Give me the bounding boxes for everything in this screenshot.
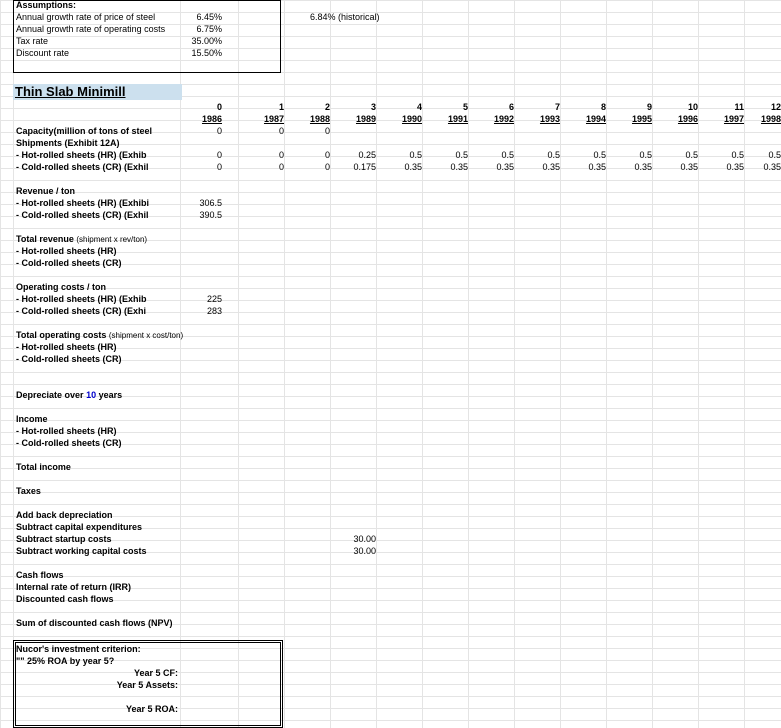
irr-label[interactable]: Internal rate of return (IRR) (16, 582, 132, 592)
shipments-cr-value-11[interactable]: 0.35 (680, 162, 698, 172)
assumption-note-historical[interactable]: 6.84% (historical) (310, 12, 380, 22)
total-revenue-hr-label[interactable]: - Hot-rolled sheets (HR) (16, 246, 117, 256)
period-header-3[interactable]: 3 (370, 102, 376, 112)
capacity-label[interactable]: Capacity(million of tons of steel (16, 126, 153, 136)
assumption-label-cost-growth[interactable]: Annual growth rate of operating costs (16, 24, 166, 34)
period-header-7[interactable]: 7 (554, 102, 560, 112)
criterion-year5-cf[interactable]: Year 5 CF: (133, 668, 178, 678)
startup-costs-label[interactable]: Subtract startup costs (16, 534, 112, 544)
shipments-hr-label[interactable]: - Hot-rolled sheets (HR) (Exhib (16, 150, 147, 160)
total-revenue-cr-label[interactable]: - Cold-rolled sheets (CR) (16, 258, 122, 268)
year-header-4[interactable]: 1990 (401, 114, 422, 124)
revenue-ton-hr-value[interactable]: 306.5 (199, 198, 222, 208)
revenue-ton-hr-label[interactable]: - Hot-rolled sheets (HR) (Exhibi (16, 198, 150, 208)
assumption-label-tax-rate[interactable]: Tax rate (16, 36, 49, 46)
income-label[interactable]: Income (16, 414, 48, 424)
total-opcost-cr-label[interactable]: - Cold-rolled sheets (CR) (16, 354, 122, 364)
period-header-5[interactable]: 5 (462, 102, 468, 112)
opcost-ton-hr-label[interactable]: - Hot-rolled sheets (HR) (Exhib (16, 294, 147, 304)
shipments-hr-value-9[interactable]: 0.5 (593, 150, 606, 160)
criterion-title[interactable]: Nucor's investment criterion: (16, 644, 141, 654)
year-header-10[interactable]: 1996 (677, 114, 698, 124)
shipments-hr-value-6[interactable]: 0.5 (455, 150, 468, 160)
total-opcost-hr-label[interactable]: - Hot-rolled sheets (HR) (16, 342, 117, 352)
year-header-9[interactable]: 1995 (631, 114, 652, 124)
depreciate-label[interactable] (16, 390, 122, 401)
period-header-8[interactable]: 8 (600, 102, 606, 112)
shipments-hr-value-2[interactable]: 0 (278, 150, 284, 160)
shipments-hr-value-13[interactable]: 0.5 (768, 150, 781, 160)
shipments-cr-value-8[interactable]: 0.35 (542, 162, 560, 172)
revenue-ton-cr-label[interactable]: - Cold-rolled sheets (CR) (Exhil (16, 210, 149, 220)
npv-label[interactable]: Sum of discounted cash flows (NPV) (16, 618, 173, 628)
opcost-ton-cr-label[interactable]: - Cold-rolled sheets (CR) (Exhi (16, 306, 147, 316)
shipments-cr-value-0[interactable]: 0 (216, 162, 222, 172)
total-revenue-label-text: Total revenue (16, 234, 74, 244)
shipments-cr-value-10[interactable]: 0.35 (634, 162, 652, 172)
depreciate-prefix: Depreciate over (16, 390, 84, 400)
year-header-1[interactable]: 1987 (263, 114, 284, 124)
shipments-label[interactable]: Shipments (Exhibit 12A) (16, 138, 120, 148)
shipments-cr-value-7[interactable]: 0.35 (496, 162, 514, 172)
shipments-hr-value-8[interactable]: 0.5 (547, 150, 560, 160)
total-revenue-label[interactable] (16, 234, 147, 245)
capacity-value-0[interactable]: 0 (216, 126, 222, 136)
period-header-12[interactable]: 12 (770, 102, 781, 112)
shipments-cr-value-12[interactable]: 0.35 (726, 162, 744, 172)
opcost-ton-hr-value[interactable]: 225 (206, 294, 222, 304)
year-header-12[interactable]: 1998 (760, 114, 781, 124)
period-header-10[interactable]: 10 (687, 102, 698, 112)
shipments-hr-value-12[interactable]: 0.5 (731, 150, 744, 160)
shipments-cr-value-5[interactable]: 0.35 (404, 162, 422, 172)
year-header-5[interactable]: 1991 (447, 114, 468, 124)
startup-costs-value[interactable]: 30.00 (353, 534, 376, 544)
cash-flows-label[interactable]: Cash flows (16, 570, 64, 580)
revenue-ton-label[interactable]: Revenue / ton (16, 186, 76, 196)
depreciate-suffix: years (98, 390, 123, 400)
capex-label[interactable]: Subtract capital expenditures (16, 522, 143, 532)
year-header-7[interactable]: 1993 (539, 114, 560, 124)
criterion-year5-assets[interactable]: Year 5 Assets: (116, 680, 178, 690)
assumption-value-discount-rate[interactable]: 15.50% (191, 48, 222, 58)
period-header-9[interactable]: 9 (646, 102, 652, 112)
shipments-hr-value-5[interactable]: 0.5 (409, 150, 422, 160)
taxes-label[interactable]: Taxes (16, 486, 41, 496)
total-opcost-note: (shipment x cost/ton) (108, 331, 184, 340)
year-header-6[interactable]: 1992 (493, 114, 514, 124)
year-header-11[interactable]: 1997 (723, 114, 744, 124)
total-opcost-label-text: Total operating costs (16, 330, 107, 340)
criterion-year5-roa[interactable]: Year 5 ROA: (125, 704, 178, 714)
assumption-label-discount-rate[interactable]: Discount rate (16, 48, 70, 58)
shipments-hr-value-10[interactable]: 0.5 (639, 150, 652, 160)
assumption-value-tax-rate[interactable]: 35.00% (191, 36, 222, 46)
period-header-4[interactable]: 4 (416, 102, 422, 112)
income-cr-label[interactable]: - Cold-rolled sheets (CR) (16, 438, 122, 448)
assumption-value-cost-growth[interactable]: 6.75% (196, 24, 222, 34)
add-back-depreciation-label[interactable]: Add back depreciation (16, 510, 113, 520)
working-capital-label[interactable]: Subtract working capital costs (16, 546, 147, 556)
total-opcost-label[interactable] (16, 330, 183, 341)
shipments-cr-value-2[interactable]: 0 (278, 162, 284, 172)
year-header-3[interactable]: 1989 (355, 114, 376, 124)
shipments-cr-value-13[interactable]: 0.35 (763, 162, 781, 172)
shipments-hr-value-0[interactable]: 0 (216, 150, 222, 160)
opcost-ton-label[interactable]: Operating costs / ton (16, 282, 107, 292)
total-revenue-note: (shipment x rev/ton) (76, 235, 148, 244)
period-header-11[interactable]: 11 (734, 102, 744, 112)
shipments-hr-value-4[interactable]: 0.25 (358, 150, 376, 160)
shipments-hr-value-3[interactable]: 0 (324, 150, 330, 160)
capacity-value-2[interactable]: 0 (324, 126, 330, 136)
shipments-hr-value-7[interactable]: 0.5 (501, 150, 514, 160)
period-header-6[interactable]: 6 (508, 102, 514, 112)
shipments-cr-value-3[interactable]: 0 (324, 162, 330, 172)
period-header-2[interactable]: 2 (324, 102, 330, 112)
total-income-label[interactable]: Total income (16, 462, 71, 472)
shipments-cr-label[interactable]: - Cold-rolled sheets (CR) (Exhil (16, 162, 149, 172)
shipments-cr-value-4[interactable]: 0.175 (353, 162, 376, 172)
year-header-8[interactable]: 1994 (585, 114, 606, 124)
year-header-2[interactable]: 1988 (309, 114, 330, 124)
shipments-cr-value-6[interactable]: 0.35 (450, 162, 468, 172)
assumption-label-price-growth[interactable]: Annual growth rate of price of steel (16, 12, 156, 22)
income-hr-label[interactable]: - Hot-rolled sheets (HR) (16, 426, 117, 436)
working-capital-value[interactable]: 30.00 (353, 546, 376, 556)
shipments-cr-value-9[interactable]: 0.35 (588, 162, 606, 172)
section-title[interactable]: Thin Slab Minimill (13, 84, 182, 100)
capacity-value-1[interactable]: 0 (278, 126, 284, 136)
dcf-label[interactable]: Discounted cash flows (16, 594, 114, 604)
assumptions-title: Assumptions: (16, 0, 77, 10)
period-header-1[interactable]: 1 (278, 102, 284, 112)
period-header-0[interactable]: 0 (216, 102, 222, 112)
year-header-0[interactable]: 1986 (201, 114, 222, 124)
assumption-value-price-growth[interactable]: 6.45% (196, 12, 222, 22)
opcost-ton-cr-value[interactable]: 283 (206, 306, 222, 316)
shipments-hr-value-11[interactable]: 0.5 (685, 150, 698, 160)
criterion-question[interactable]: "" 25% ROA by year 5? (16, 656, 115, 666)
revenue-ton-cr-value[interactable]: 390.5 (199, 210, 222, 220)
depreciate-years[interactable]: 10 (86, 390, 97, 400)
